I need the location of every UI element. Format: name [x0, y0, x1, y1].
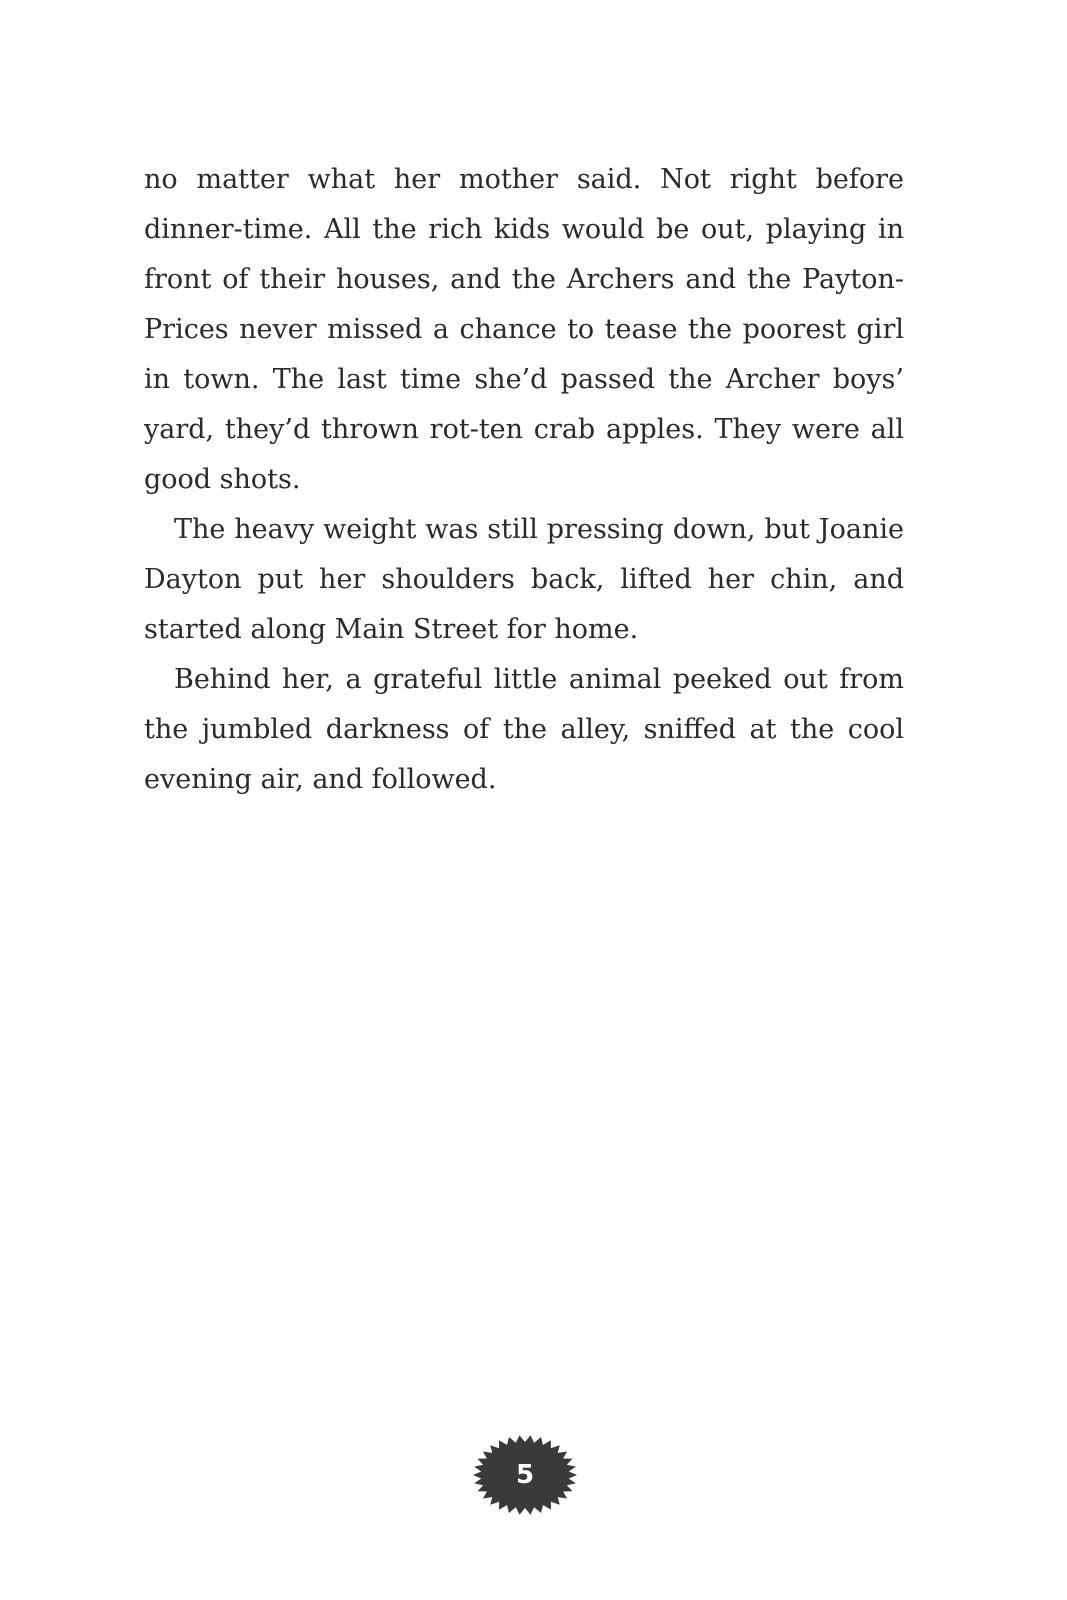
paragraph-3: Behind her, a grateful little animal peeked out from the jumbled darkness of the alley, sniffed at the cool evening air, and followed.: [144, 664, 904, 795]
page-number: 5: [515, 1460, 535, 1490]
paragraph-1: no matter what her mother said. Not right before dinner-time. All the rich kids would be out, playing in front of their houses, and the Archers and the Payton-Prices never missed a chance to tease the poorest girl in town. The last time she’d passed the Archer boys’ yard, they’d thrown rot-ten crab apples. They were all good shots.: [144, 164, 904, 495]
paragraph-2: The heavy weight was still pressing down, but Joanie Dayton put her shoulders back, lifted her chin, and started along Main Street for home.: [144, 514, 904, 645]
page-number-badge: [472, 1434, 578, 1516]
body-text: [144, 155, 904, 805]
